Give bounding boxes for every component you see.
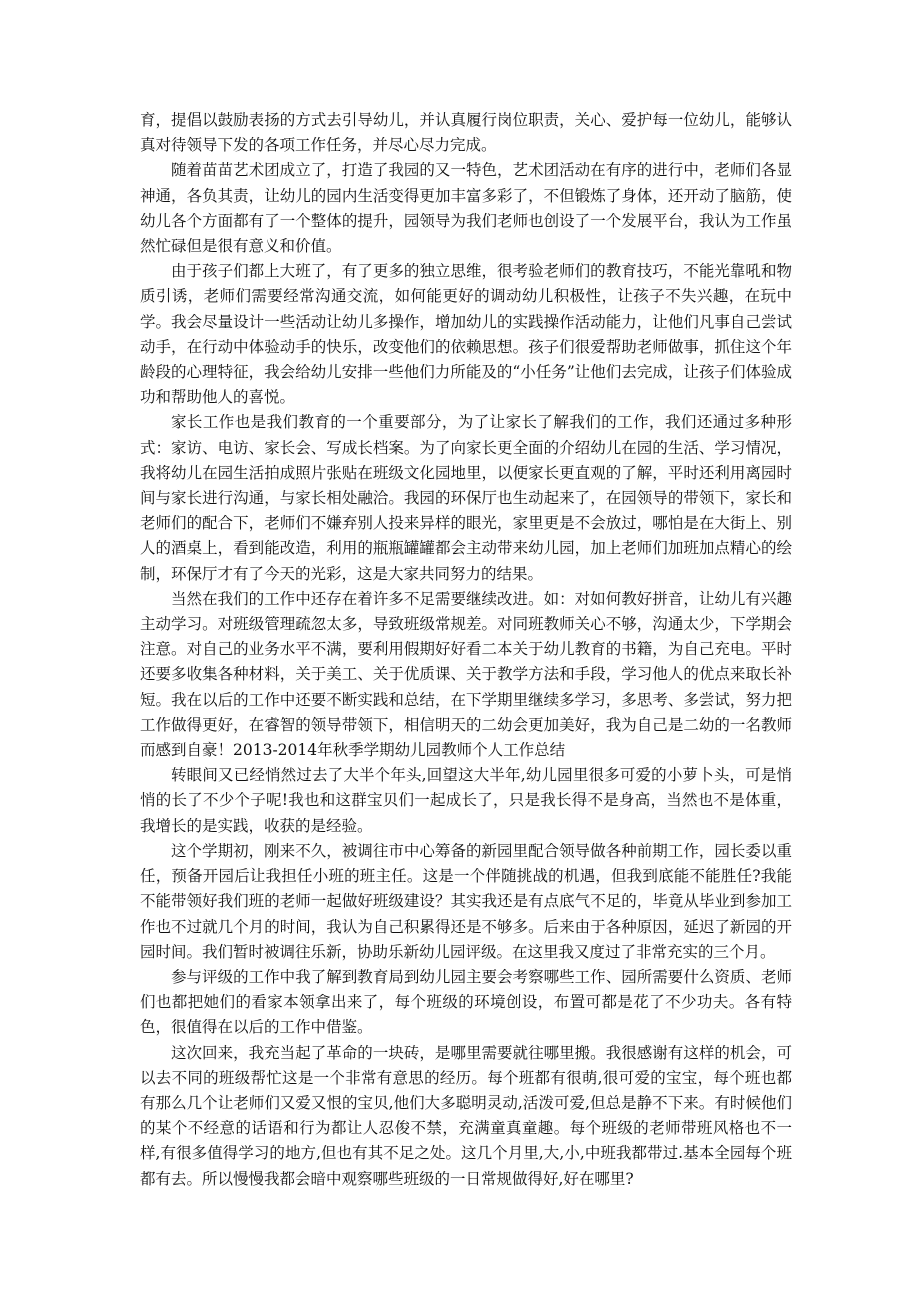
paragraph-senior-class: 由于孩子们都上大班了，有了更多的独立思维，很考验老师们的教育技巧，不能光靠吼和物质引诱，老师们需要经常沟通交流，如何能更好的调动幼儿积极性，让孩子不失兴趣，在玩中学。我会尽量设计一些活动让幼儿多操作，增加幼儿的实践操作活动能力，让他们凡事自己尝试动手，在行动中体验动手的快乐，改变他们的依赖思想。孩子们很爱帮助老师做事，抓住这个年龄段的心理特征，我会给幼儿安排一些他们力所能及的“小任务”让他们去完成，让孩子们体验成功和帮助他人的喜悦。 [140, 262, 792, 407]
paragraph-parent-work: 家长工作也是我们教育的一个重要部分，为了让家长了解我们的工作，我们还通过多种形式：家访、电访、家长会、写成长档案。为了向家长更全面的介绍幼儿在园的生活、学习情况，我将幼儿在园生活拍成照片张贴在班级文化园地里，以便家长更直观的了解，平时还利用离园时间与家长进行沟通，与家长相处融洽。我园的环保厅也生动起来了，在园领导的带领下，家长和老师们的配合下，老师们不嫌弃别人投来异样的眼光，家里更是不会放过，哪怕是在大街上、别人的酒桌上，看到能改造，利用的瓶瓶罐罐都会主动带来幼儿园，加上老师们加班加点精心的绘制，环保厅才有了今天的光彩，这是大家共同努力的结果。 [140, 413, 792, 583]
document-page [140, 108, 792, 1192]
paragraph-half-year: 转眼间又已经悄然过去了大半个年头,回望这大半年,幼儿园里很多可爱的小萝卜头，可是悄悄的长了不少个子呢!我也和这群宝贝们一起成长了，只是我长得不是身高，当然也不是体重，我增长的是实践，收获的是经验。 [140, 766, 792, 835]
paragraph-continuation: 育，提倡以鼓励表扬的方式去引导幼儿，并认真履行岗位职责，关心、爱护每一位幼儿，能够认真对待领导下发的各项工作任务，并尽心尽力完成。 [140, 111, 792, 155]
paragraph-return: 这次回来，我充当起了革命的一块砖，是哪里需要就往哪里搬。我很感谢有这样的机会，可以去不同的班级帮忙这是一个非常有意思的经历。每个班都有很萌,很可爱的宝宝，每个班也都有那么几个让老师们又爱又恨的宝贝,他们大多聪明灵动,活泼可爱,但总是静不下来。有时候他们的某个不经意的话语和行为都让人忍俊不禁，充满童真童趣。每个班级的老师带班风格也不一样,有很多值得学习的地方,但也有其不足之处。这几个月里,大,小,中班我都带过.基本全园每个班都有去。所以慢慢我都会暗中观察哪些班级的一日常规做得好,好在哪里? [140, 1043, 792, 1188]
paragraph-semester-start: 这个学期初，刚来不久，被调往市中心筹备的新园里配合领导做各种前期工作，园长委以重任，预备开园后让我担任小班的班主任。这是一个伴随挑战的机遇，但我到底能不能胜任?我能不能带领好我们班的老师一起做好班级建设？其实我还是有点底气不足的，毕竟从毕业到参加工作也不过就几个月的时间，我认为自己积累得还是不够多。后来由于各种原因，延迟了新园的开园时间。我们暂时被调往乐新，协助乐新幼儿园评级。在这里我又度过了非常充实的三个月。 [140, 841, 792, 961]
paragraph-evaluation: 参与评级的工作中我了解到教育局到幼儿园主要会考察哪些工作、园所需要什么资质、老师们也都把她们的看家本领拿出来了，每个班级的环境创设，布置可都是花了不少功夫。各有特色，很值得在以后的工作中借鉴。 [140, 967, 792, 1037]
paragraph-art-troupe: 随着苗苗艺术团成立了，打造了我园的又一特色，艺术团活动在有序的进行中，老师们各显神通，各负其责，让幼儿的园内生活变得更加丰富多彩了，不但锻炼了身体，还开动了脑筋，使幼儿各个方面都有了一个整体的提升，园领导为我们老师也创设了一个发展平台，我认为工作虽然忙碌但是很有意义和价值。 [140, 161, 792, 256]
paragraph-shortcomings: 当然在我们的工作中还存在着许多不足需要继续改进。如：对如何教好拼音，让幼儿有兴趣主动学习。对班级管理疏忽太多，导致班级常规差。对同班教师关心不够，沟通太少，下学期会注意。对自己的业务水平不满，要利用假期好好看二本关于幼儿教育的书籍，为自己充电。平时还要多收集各种材料，关于美工、关于优质课、关于教学方法和手段，学习他人的优点来取长补短。我在以后的工作中还要不断实践和总结，在下学期里继续多学习，多思考、多尝试，努力把工作做得更好，在睿智的领导带领下，相信明天的二幼会更加美好，我为自己是二幼的一名教师而感到自豪！2013-2014年秋季学期幼儿园教师个人工作总结 [140, 589, 792, 760]
